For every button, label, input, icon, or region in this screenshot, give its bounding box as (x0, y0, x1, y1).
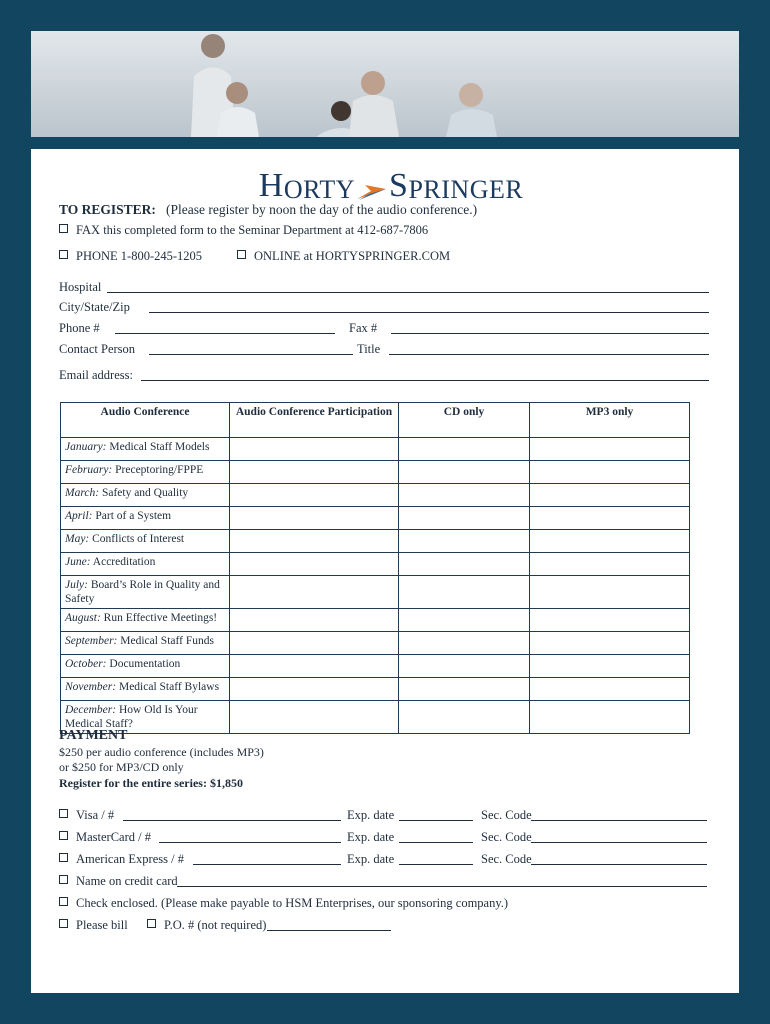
month-label: September: (65, 635, 118, 647)
mp3-cell[interactable] (530, 484, 690, 507)
table-row (61, 438, 690, 461)
email-label: Email address: (59, 368, 133, 382)
header-cd-only: CD only (399, 403, 530, 438)
cd-cell[interactable] (399, 553, 530, 576)
participation-cell[interactable] (230, 609, 399, 632)
hospital-label: Hospital (59, 280, 102, 294)
topic-label: Safety and Quality (101, 487, 189, 499)
month-label: July: (65, 579, 88, 591)
mp3-cell[interactable] (530, 678, 690, 701)
topic-cell (61, 678, 230, 701)
payment-heading: PAYMENT (59, 728, 128, 743)
cd-cell[interactable] (399, 678, 530, 701)
topic-cell (61, 438, 230, 461)
logo-orty: ORTY (283, 175, 356, 204)
visa-sec-label: Sec. Code (481, 808, 532, 822)
mastercard-option (59, 829, 151, 845)
topic-label: Conflicts of Interest (92, 533, 185, 545)
table-row (61, 553, 690, 576)
cd-cell[interactable] (399, 701, 530, 734)
month-label: February: (65, 464, 113, 476)
visa-option (59, 807, 114, 823)
table-row (61, 484, 690, 507)
phone-field[interactable] (115, 333, 335, 334)
registration-form (31, 149, 739, 993)
participation-cell[interactable] (230, 507, 399, 530)
participation-cell[interactable] (230, 553, 399, 576)
topic-cell (61, 530, 230, 553)
table-row (61, 632, 690, 655)
visa-number-field[interactable] (123, 820, 341, 821)
payment-line1: $250 per audio conference (includes MP3) (59, 745, 264, 759)
name-on-card-label: Name on credit card (76, 874, 178, 888)
cd-cell[interactable] (399, 484, 530, 507)
online-option (237, 248, 450, 264)
visa-exp-field[interactable] (399, 820, 473, 821)
mp3-cell[interactable] (530, 507, 690, 530)
table-header-row (61, 403, 690, 438)
header-mp3-only: MP3 only (530, 403, 690, 438)
mp3-cell[interactable] (530, 461, 690, 484)
amex-label: American Express / # (76, 852, 184, 866)
po-checkbox[interactable] (147, 919, 156, 928)
contact-person-field[interactable] (149, 354, 353, 355)
topic-label: Preceptoring/FPPE (115, 464, 204, 476)
amex-number-field[interactable] (193, 864, 341, 865)
month-label: January: (65, 441, 107, 453)
cd-cell[interactable] (399, 507, 530, 530)
visa-label: Visa / # (76, 808, 115, 822)
mastercard-number-field[interactable] (159, 842, 341, 843)
table-row (61, 576, 690, 609)
header-photo-banner (31, 31, 739, 137)
mastercard-sec-field[interactable] (531, 842, 707, 843)
header-audio-conference: Audio Conference (61, 403, 230, 438)
month-label: March: (65, 487, 100, 499)
mastercard-label: MasterCard / # (76, 830, 151, 844)
topic-cell (61, 632, 230, 655)
fax-field[interactable] (391, 333, 709, 334)
table-row (61, 507, 690, 530)
fax-checkbox[interactable] (59, 224, 68, 233)
po-field[interactable] (267, 930, 391, 931)
amex-sec-field[interactable] (531, 864, 707, 865)
participation-cell[interactable] (230, 701, 399, 734)
participation-cell[interactable] (230, 461, 399, 484)
participation-cell[interactable] (230, 530, 399, 553)
fax-label: FAX this completed form to the Seminar Department at 412-687-7806 (76, 223, 429, 237)
register-line (59, 202, 477, 218)
topic-label: Part of a System (95, 510, 172, 522)
amex-option (59, 851, 184, 867)
month-label: May: (65, 533, 90, 545)
check-option (59, 895, 508, 911)
cd-cell[interactable] (399, 461, 530, 484)
hospital-field[interactable] (107, 292, 709, 293)
title-field[interactable] (389, 354, 709, 355)
fax-field-label: Fax # (349, 321, 378, 335)
cd-cell[interactable] (399, 438, 530, 461)
cd-cell[interactable] (399, 576, 530, 609)
please-bill-option (59, 917, 128, 933)
cd-cell[interactable] (399, 609, 530, 632)
mp3-cell[interactable] (530, 701, 690, 734)
phone-checkbox[interactable] (59, 250, 68, 259)
topic-label: Medical Staff Models (109, 441, 210, 453)
table-row (61, 655, 690, 678)
mastercard-sec-label: Sec. Code (481, 830, 532, 844)
mastercard-exp-field[interactable] (399, 842, 473, 843)
conference-table (60, 402, 690, 734)
month-label: November: (65, 681, 117, 693)
phone-option (59, 248, 202, 264)
visa-sec-field[interactable] (531, 820, 707, 821)
topic-cell (61, 461, 230, 484)
mp3-cell[interactable] (530, 530, 690, 553)
check-label: Check enclosed. (Please make payable to HSM Enterprises, our sponsoring company.) (76, 896, 509, 910)
participation-cell[interactable] (230, 484, 399, 507)
city-field[interactable] (149, 312, 709, 313)
cd-cell[interactable] (399, 632, 530, 655)
topic-label: Medical Staff Funds (120, 635, 214, 647)
topic-label: Board’s Role in Quality and Safety (65, 579, 220, 605)
participation-cell[interactable] (230, 576, 399, 609)
visa-checkbox[interactable] (59, 809, 68, 818)
name-on-card-option (59, 873, 178, 889)
topic-label: Accreditation (92, 556, 156, 568)
cd-cell[interactable] (399, 655, 530, 678)
name-on-card-field[interactable] (177, 886, 707, 887)
table-row (61, 701, 690, 734)
register-heading: TO REGISTER: (59, 202, 156, 217)
logo-s: S (389, 167, 409, 204)
amex-exp-field[interactable] (399, 864, 473, 865)
topic-cell (61, 484, 230, 507)
visa-exp-label: Exp. date (347, 808, 395, 822)
logo-arrow-icon (357, 179, 387, 201)
staff-photo-illustration (31, 31, 739, 137)
logo-pringer: PRINGER (408, 175, 524, 204)
month-label: April: (65, 510, 93, 522)
month-label: August: (65, 612, 101, 624)
topic-label: How Old Is Your Medical Staff? (65, 704, 198, 730)
participation-cell[interactable] (230, 438, 399, 461)
please-bill-checkbox[interactable] (59, 919, 68, 928)
phone-label: PHONE 1-800-245-1205 (76, 249, 203, 263)
table-row (61, 530, 690, 553)
mp3-cell[interactable] (530, 576, 690, 609)
month-label: June: (65, 556, 91, 568)
fax-option (59, 222, 428, 238)
topic-label: Run Effective Meetings! (103, 612, 218, 624)
participation-cell[interactable] (230, 632, 399, 655)
topic-cell (61, 553, 230, 576)
check-checkbox[interactable] (59, 897, 68, 906)
online-checkbox[interactable] (237, 250, 246, 259)
contact-person-label: Contact Person (59, 342, 136, 356)
participation-cell[interactable] (230, 678, 399, 701)
mastercard-exp-label: Exp. date (347, 830, 395, 844)
email-field[interactable] (141, 380, 709, 381)
participation-cell[interactable] (230, 655, 399, 678)
topic-cell (61, 609, 230, 632)
mp3-cell[interactable] (530, 609, 690, 632)
please-bill-label: Please bill (76, 918, 128, 932)
topic-cell (61, 507, 230, 530)
register-instruction: (Please register by noon the day of the audio conference.) (166, 202, 478, 217)
mp3-cell[interactable] (530, 655, 690, 678)
topic-label: Medical Staff Bylaws (118, 681, 220, 693)
mp3-cell[interactable] (530, 632, 690, 655)
phone-field-label: Phone # (59, 321, 100, 335)
name-on-card-checkbox[interactable] (59, 875, 68, 884)
po-option (147, 917, 266, 933)
mastercard-checkbox[interactable] (59, 831, 68, 840)
table-row (61, 678, 690, 701)
city-label: City/State/Zip (59, 300, 130, 314)
mp3-cell[interactable] (530, 438, 690, 461)
series-price: Register for the entire series: $1,850 (59, 776, 243, 790)
table-row (61, 461, 690, 484)
topic-cell (61, 655, 230, 678)
topic-cell (61, 576, 230, 609)
amex-exp-label: Exp. date (347, 852, 395, 866)
table-row (61, 609, 690, 632)
cd-cell[interactable] (399, 530, 530, 553)
header-participation: Audio Conference Participation (230, 403, 399, 438)
amex-sec-label: Sec. Code (481, 852, 532, 866)
title-label: Title (357, 342, 381, 356)
month-label: October: (65, 658, 107, 670)
hortyspringer-logo (221, 163, 561, 203)
payment-line2: or $250 for MP3/CD only (59, 760, 184, 774)
online-label: ONLINE at HORTYSPRINGER.COM (254, 249, 451, 263)
logo-h: H (258, 167, 284, 204)
month-label: December: (65, 704, 117, 716)
topic-label: Documentation (109, 658, 181, 670)
mp3-cell[interactable] (530, 553, 690, 576)
po-label: P.O. # (not required) (164, 918, 267, 932)
amex-checkbox[interactable] (59, 853, 68, 862)
